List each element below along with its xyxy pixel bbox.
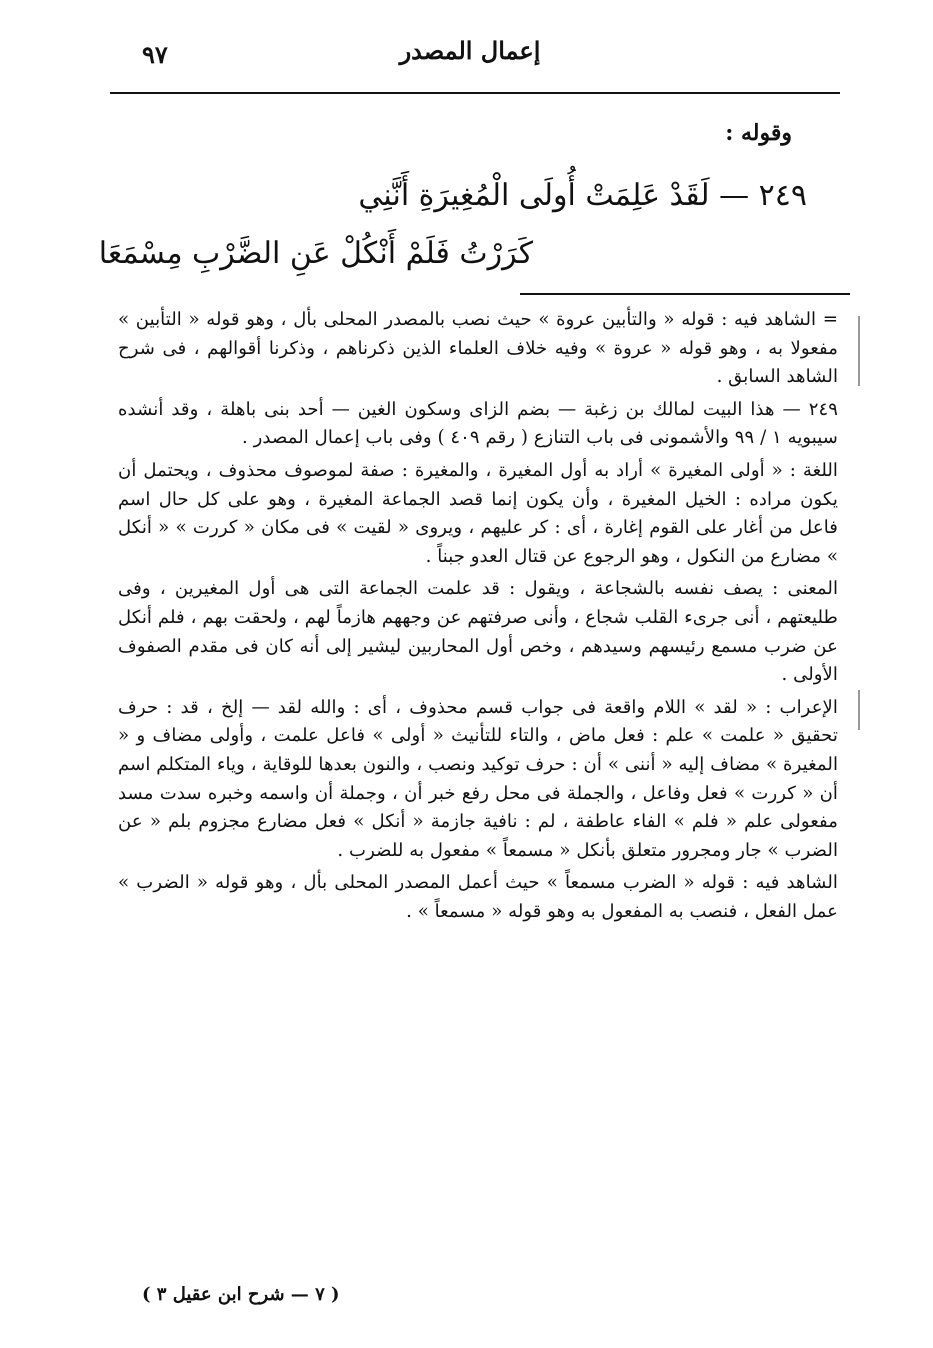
verse-line-2: كَرَرْتُ فَلَمْ أَنْكُلْ عَنِ الضَّرْبِ مِسْمَعَا bbox=[98, 236, 533, 271]
page-number: ٩٧ bbox=[142, 40, 168, 69]
note-paragraph: المعنى : يصف نفسه بالشجاعة ، ويقول : قد علمت الجماعة التى هى أول المغيرين ، وفى طليعتهم ، أنى جرىء القلب شجاع ، وأنى صرفتهم عن وجههم هازماً لهم ، ولحقت بهم ، فلم أنكل عن ضرب مسمع رئيسهم وسيدهم ، وخص أول المحاربين ليشير إلى أنه كان فى مقدم الصفوف الأولى . bbox=[118, 578, 838, 686]
note-paragraph: ٢٤٩ — هذا البيت لمالك بن زغبة — بضم الزاى وسكون الغين — أحد بنى باهلة ، وقد أنشده سيبويه ١ / ٩٩ والأشمونى فى باب التنازع ( رقم ٤٠٩ ) وفى باب إعمال المصدر . bbox=[118, 398, 838, 449]
note-paragraph: = الشاهد فيه : قوله « والتأبين عروة » حيث نصب بالمصدر المحلى بأل ، وهو قوله « التأبين » مفعولا به ، وهو قوله « عروة » وفيه خلاف العلماء الذين ذكرناهم ، وذكرنا أقوالهم ، فى شرح الشاهد السابق . bbox=[118, 309, 838, 388]
footnote-rule bbox=[520, 293, 850, 295]
margin-mark bbox=[858, 690, 860, 730]
note-paragraph: اللغة : « أولى المغيرة » أراد به أول المغيرة ، والمغيرة : صفة لموصوف محذوف ، ويحتمل أن يكون مراده : الخيل المغيرة ، وأن يكون إنما قصد الجماعة المغيرة ، وهو على كل حال اسم فاعل من أغار على القوم إغارة ، أى : كر عليهم ، ويروى « لقيت » فى مكان « كررت » « أنكل » مضارع من النكول ، وهو الرجوع عن قتال العدو جبناً . bbox=[118, 459, 838, 567]
footnotes bbox=[118, 306, 838, 930]
margin-mark bbox=[858, 316, 860, 386]
header-rule bbox=[110, 92, 840, 94]
running-title: إعمال المصدر bbox=[399, 36, 541, 65]
note-paragraph: الإعراب : « لقد » اللام واقعة فى جواب قسم محذوف ، أى : والله لقد — إلخ ، قد : حرف تحقيق « علمت » علم : فعل ماض ، والتاء للتأنيث « أولى » فاعل علمت ، وأولى مضاف و « المغيرة » مضاف إليه « أننى » أن : حرف توكيد ونصب ، والنون بعدها للوقاية ، وياء المتكلم اسم أن « كررت » فعل وفاعل ، والجملة فى محل رفع خبر أن ، وجملة أن واسمه وخبره سدت مسد مفعولى علم « فلم » الفاء عاطفة ، لم : نافية جازمة « أنكل » فعل مضارع مجزوم بلم « عن الضرب » جار ومجرور متعلق بأنكل « مسمعاً » مفعول به للضرب . bbox=[118, 696, 838, 861]
footer-reference: ( ٧ — شرح ابن عقيل ٣ ) bbox=[142, 1284, 340, 1305]
verse-line-1: ٢٤٩ — لَقَدْ عَلِمَتْ أُولَى الْمُغِيرَةِ أَنَّنِي bbox=[358, 178, 807, 213]
note-paragraph: الشاهد فيه : قوله « الضرب مسمعاً » حيث أعمل المصدر المحلى بأل ، وهو قوله « الضرب » عمل الفعل ، فنصب به المفعول به وهو قوله « مسمعاً » . bbox=[118, 872, 838, 922]
intro-text: وقوله : bbox=[725, 120, 792, 146]
